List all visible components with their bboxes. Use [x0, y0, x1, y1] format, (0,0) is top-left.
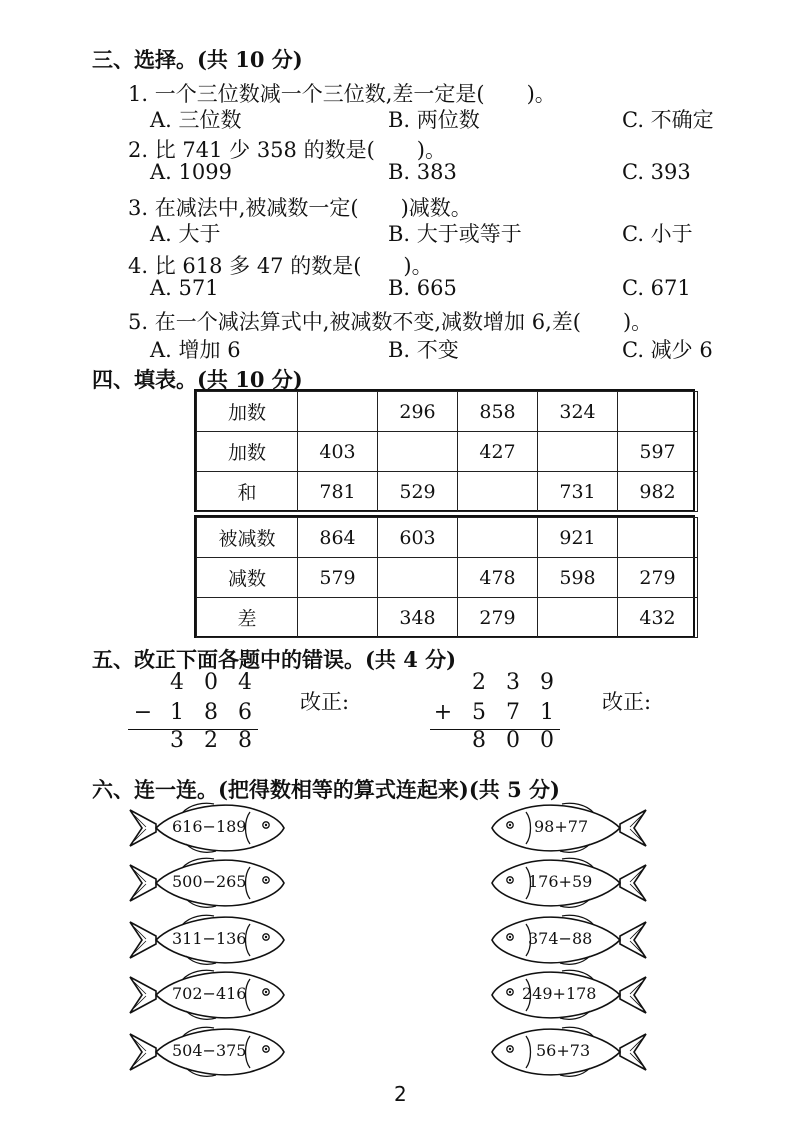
question-4: 4. 比 618 多 47 的数是( )。 [128, 254, 433, 278]
table-cell: 427 [458, 432, 538, 472]
table-cell: 858 [458, 392, 538, 432]
table-header-cell: 减数 [197, 558, 298, 598]
q5-option-c: C. 减少 6 [622, 338, 713, 362]
digit: 2 [472, 670, 486, 695]
operator: − [133, 700, 153, 725]
table-cell[interactable] [458, 472, 538, 512]
table-cell: 731 [538, 472, 618, 512]
table-cell: 478 [458, 558, 538, 598]
table-cell: 781 [298, 472, 378, 512]
q1-option-c: C. 不确定 [622, 108, 714, 132]
fish-expression: 176+59 [528, 872, 593, 891]
table-cell: 279 [618, 558, 698, 598]
correction-label-1: 改正: [300, 690, 350, 714]
digit: 5 [472, 700, 486, 725]
table-cell: 921 [538, 518, 618, 558]
subtraction-table [196, 517, 698, 638]
section-5-title: 五、改正下面各题中的错误。(共 4 分) [92, 647, 457, 672]
page-number: 2 [394, 1082, 407, 1106]
table-cell: 324 [538, 392, 618, 432]
table-cell[interactable] [458, 518, 538, 558]
question-5: 5. 在一个减法算式中,被减数不变,减数增加 6,差( )。 [128, 310, 653, 334]
digit: 8 [238, 728, 252, 753]
q3-option-c: C. 小于 [622, 222, 693, 246]
digit: 4 [170, 670, 184, 695]
q1-option-a: A. 三位数 [150, 108, 242, 132]
left-fish-3[interactable] [128, 910, 288, 970]
q2-option-a: A. 1099 [150, 160, 232, 184]
section-3-title: 三、选择。(共 10 分) [92, 47, 303, 72]
table-cell[interactable] [618, 392, 698, 432]
left-fish-2[interactable] [128, 853, 288, 913]
fish-expression: 504−375 [172, 1041, 247, 1060]
digit: 3 [170, 728, 184, 753]
table-cell[interactable] [538, 598, 618, 638]
table-header-cell: 加数 [197, 392, 298, 432]
question-2: 2. 比 741 少 358 的数是( )。 [128, 138, 446, 162]
q4-option-c: C. 671 [622, 276, 691, 300]
table-cell: 348 [378, 598, 458, 638]
q2-option-c: C. 393 [622, 160, 691, 184]
digit: 9 [540, 670, 554, 695]
table-cell: 603 [378, 518, 458, 558]
digit: 6 [238, 700, 252, 725]
table-cell: 598 [538, 558, 618, 598]
question-3: 3. 在减法中,被减数一定( )减数。 [128, 196, 472, 220]
fish-expression: 249+178 [522, 984, 597, 1003]
right-fish-3[interactable] [488, 910, 648, 970]
fish-expression: 98+77 [534, 817, 589, 836]
digit: 8 [204, 700, 218, 725]
fish-expression: 500−265 [172, 872, 247, 891]
digit: 1 [170, 700, 184, 725]
table-cell[interactable] [298, 598, 378, 638]
q5-option-b: B. 不变 [388, 338, 459, 362]
q4-option-a: A. 571 [150, 276, 219, 300]
digit: 0 [540, 728, 554, 753]
digit: 2 [204, 728, 218, 753]
left-fish-1[interactable] [128, 798, 288, 858]
table-cell[interactable] [378, 558, 458, 598]
table-cell[interactable] [378, 432, 458, 472]
digit: 7 [506, 700, 520, 725]
correction-label-2: 改正: [602, 690, 652, 714]
right-fish-4[interactable] [488, 965, 648, 1025]
fish-expression: 374−88 [528, 929, 593, 948]
fish-expression: 702−416 [172, 984, 247, 1003]
digit: 0 [506, 728, 520, 753]
table-cell: 529 [378, 472, 458, 512]
digit: 8 [472, 728, 486, 753]
q2-option-b: B. 383 [388, 160, 457, 184]
digit: 3 [506, 670, 520, 695]
q3-option-a: A. 大于 [150, 222, 221, 246]
question-1: 1. 一个三位数减一个三位数,差一定是( )。 [128, 82, 556, 106]
addition-table [196, 391, 698, 512]
table-header-cell: 差 [197, 598, 298, 638]
q1-option-b: B. 两位数 [388, 108, 480, 132]
fish-expression: 616−189 [172, 817, 247, 836]
table-cell: 279 [458, 598, 538, 638]
table-cell[interactable] [618, 518, 698, 558]
table-header-cell: 被减数 [197, 518, 298, 558]
left-fish-5[interactable] [128, 1022, 288, 1082]
fish-expression: 56+73 [536, 1041, 591, 1060]
table-cell: 432 [618, 598, 698, 638]
digit: 4 [238, 670, 252, 695]
right-fish-1[interactable] [488, 798, 648, 858]
q5-option-a: A. 增加 6 [150, 338, 241, 362]
table-cell: 864 [298, 518, 378, 558]
table-cell: 579 [298, 558, 378, 598]
table-cell: 982 [618, 472, 698, 512]
table-cell: 597 [618, 432, 698, 472]
table-cell[interactable] [298, 392, 378, 432]
q4-option-b: B. 665 [388, 276, 457, 300]
fish-expression: 311−136 [172, 929, 247, 948]
q3-option-b: B. 大于或等于 [388, 222, 522, 246]
table-cell: 296 [378, 392, 458, 432]
right-fish-2[interactable] [488, 853, 648, 913]
table-cell: 403 [298, 432, 378, 472]
right-fish-5[interactable] [488, 1022, 648, 1082]
digit: 0 [204, 670, 218, 695]
section-6-title: 六、连一连。(把得数相等的算式连起来)(共 5 分) [92, 777, 560, 802]
table-header-cell: 加数 [197, 432, 298, 472]
operator: + [433, 700, 453, 725]
table-header-cell: 和 [197, 472, 298, 512]
left-fish-4[interactable] [128, 965, 288, 1025]
digit: 1 [540, 700, 554, 725]
section-4-title: 四、填表。(共 10 分) [92, 367, 303, 392]
table-cell[interactable] [538, 432, 618, 472]
